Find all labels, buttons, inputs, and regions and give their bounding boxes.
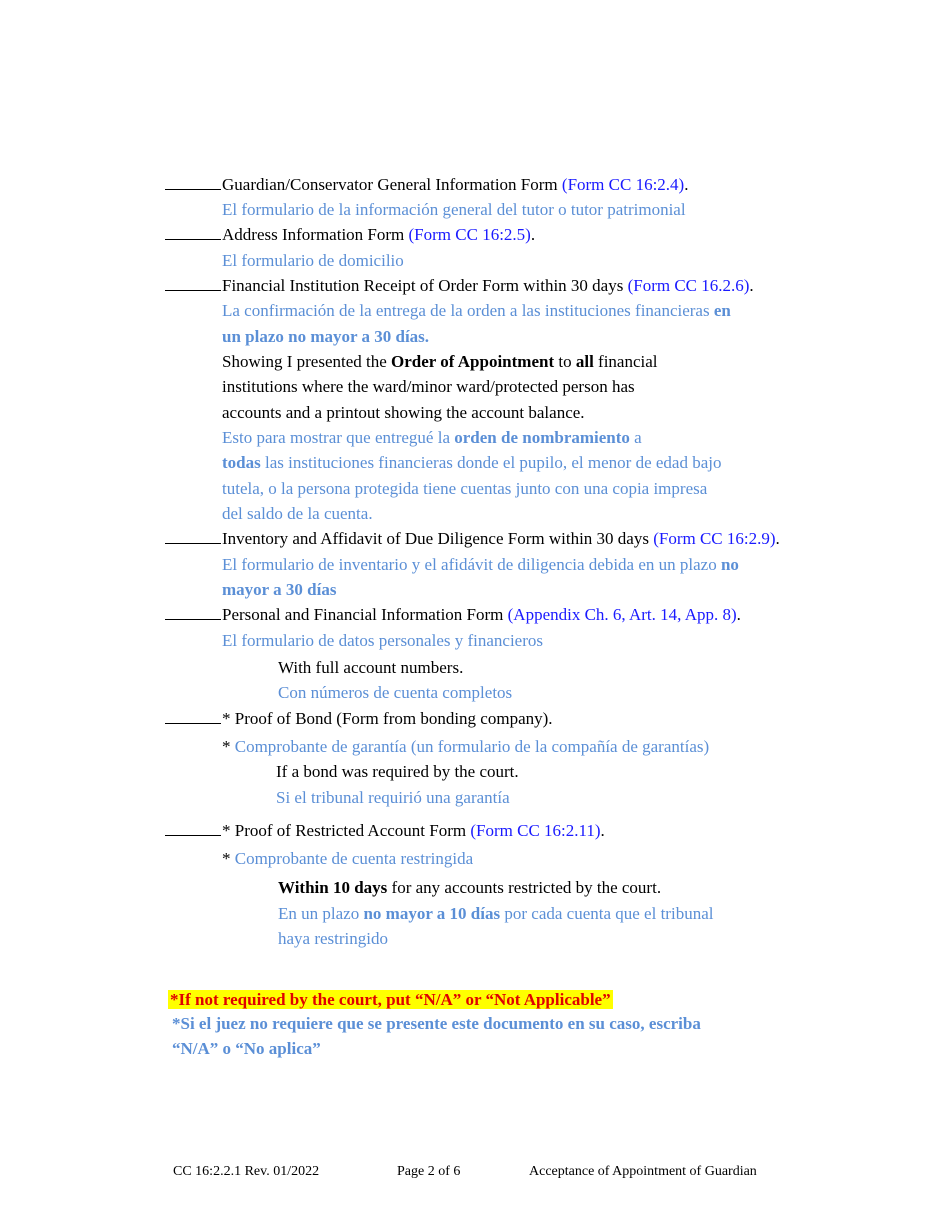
item-detail-translation: Si el tribunal requirió una garantía <box>276 788 510 807</box>
item-translation: mayor a 30 días <box>222 580 337 599</box>
item-translation: El formulario de datos personales y financieros <box>222 631 544 650</box>
item-detail: If a bond was required by the court. <box>276 762 519 781</box>
checklist-item-restricted-account: * Proof of Restricted Account Form (Form CC 16:2.11). <box>165 820 605 842</box>
checkbox-blank[interactable] <box>165 821 221 836</box>
item-detail: With full account numbers. <box>278 658 464 677</box>
checklist-item-financial-receipt: Financial Institution Receipt of Order Form within 30 days (Form CC 16.2.6). <box>165 275 754 297</box>
item-translation: * Comprobante de cuenta restringida <box>222 849 474 868</box>
footer-form-number: CC 16:2.2.1 Rev. 01/2022 <box>173 1164 320 1179</box>
item-detail-translation: todas las instituciones financieras donde el pupilo, el menor de edad bajo <box>222 453 722 472</box>
checkbox-blank[interactable] <box>165 225 221 240</box>
checklist-item-proof-of-bond: * Proof of Bond (Form from bonding company). <box>165 708 553 730</box>
item-translation: * Comprobante de garantía (un formulario de la compañía de garantías) <box>222 737 710 756</box>
item-translation: un plazo no mayor a 30 días. <box>222 327 430 346</box>
item-detail-translation: Con números de cuenta completos <box>278 683 513 702</box>
item-detail-translation: En un plazo no mayor a 10 días por cada cuenta que el tribunal <box>278 904 714 923</box>
checkbox-blank[interactable] <box>165 276 221 291</box>
item-detail-translation: haya restringido <box>278 929 388 948</box>
item-detail-translation: Esto para mostrar que entregué la orden de nombramiento a <box>222 428 642 447</box>
footer-page-number: Page 2 of 6 <box>397 1164 461 1179</box>
item-detail: institutions where the ward/minor ward/protected person has <box>222 377 635 396</box>
checklist-item-inventory: Inventory and Affidavit of Due Diligence Form within 30 days (Form CC 16:2.9). <box>165 528 780 550</box>
item-translation: El formulario de inventario y el afidávit de diligencia debida en un plazo no <box>222 555 739 574</box>
note-translation: *Si el juez no requiere que se presente este documento en su caso, escriba <box>172 1014 701 1033</box>
note-not-required: *If not required by the court, put “N/A” or “Not Applicable” <box>170 990 611 1009</box>
item-detail-translation: tutela, o la persona protegida tiene cuentas junto con una copia impresa <box>222 479 708 498</box>
checkbox-blank[interactable] <box>165 709 221 724</box>
checklist-item-general-info: Guardian/Conservator General Information Form (Form CC 16:2.4). <box>165 174 688 196</box>
item-translation: El formulario de domicilio <box>222 251 404 270</box>
checkbox-blank[interactable] <box>165 605 221 620</box>
checkbox-blank[interactable] <box>165 529 221 544</box>
item-detail: accounts and a printout showing the account balance. <box>222 403 585 422</box>
note-translation: “N/A” o “No aplica” <box>172 1039 321 1058</box>
footer-doc-title: Acceptance of Appointment of Guardian <box>529 1164 757 1179</box>
item-detail: Showing I presented the Order of Appointment to all financial <box>222 352 658 371</box>
item-detail-translation: del saldo de la cuenta. <box>222 504 373 523</box>
checklist-item-address-info: Address Information Form (Form CC 16:2.5). <box>165 224 535 246</box>
item-translation: La confirmación de la entrega de la orden a las instituciones financieras en <box>222 301 731 320</box>
checkbox-blank[interactable] <box>165 175 221 190</box>
item-translation: El formulario de la información general del tutor o tutor patrimonial <box>222 200 686 219</box>
checklist-item-personal-financial: Personal and Financial Information Form (Appendix Ch. 6, Art. 14, App. 8). <box>165 604 741 626</box>
item-detail: Within 10 days for any accounts restricted by the court. <box>278 878 662 897</box>
